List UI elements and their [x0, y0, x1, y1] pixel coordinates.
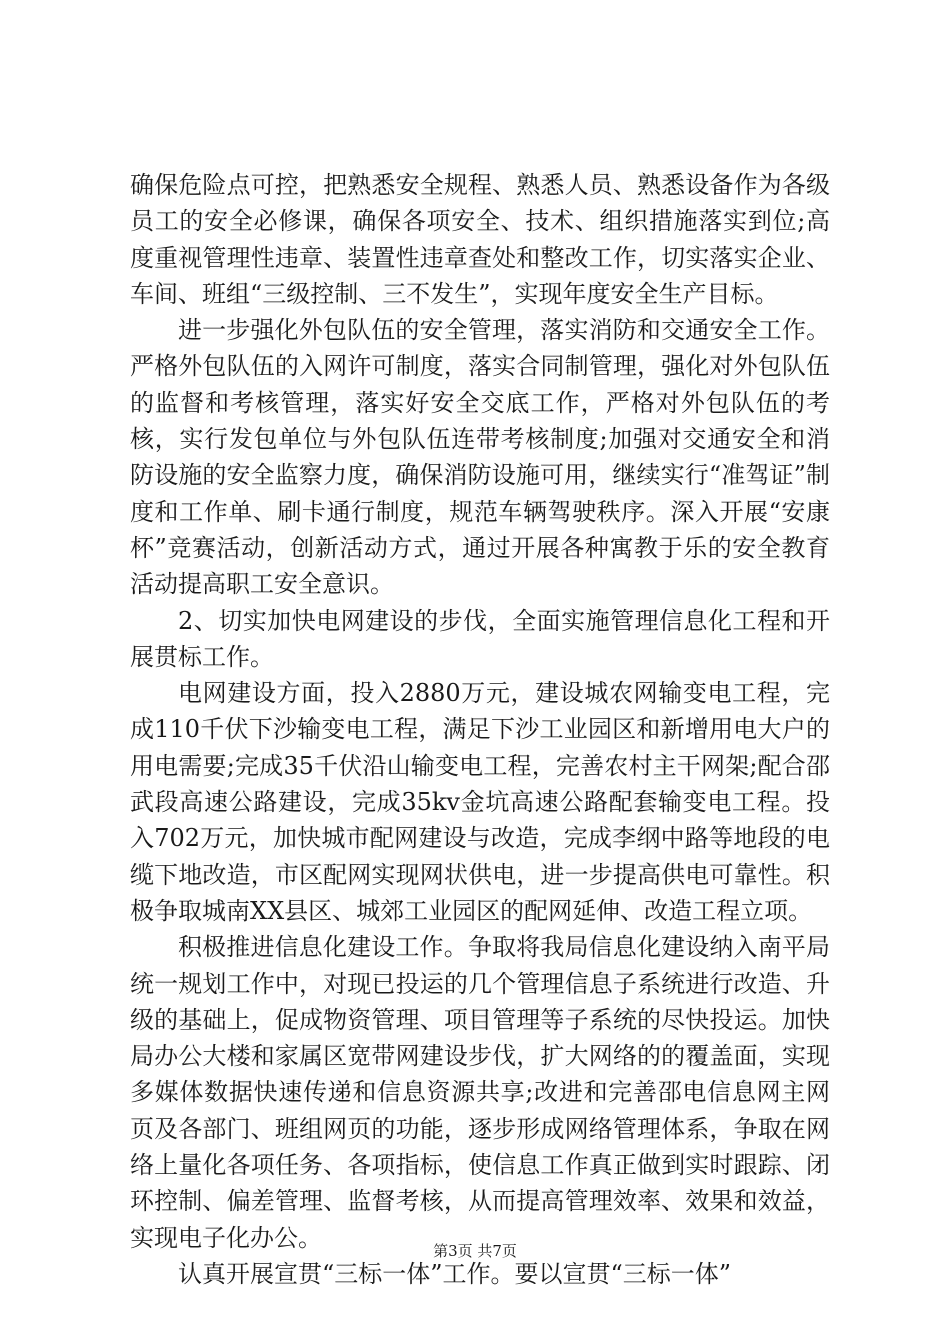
paragraph-continuation: 确保危险点可控，把熟悉安全规程、熟悉人员、熟悉设备作为各级员工的安全必修课，确保各项安全、技术、组织措施落实到位;高度重视管理性违章、装置性违章查处和整改工作，切实落实企业、车间、班组“三级控制、三不发生”，实现年度安全生产目标。: [130, 171, 830, 308]
paragraph-outsourcing-safety: 进一步强化外包队伍的安全管理，落实消防和交通安全工作。严格外包队伍的入网许可制度，落实合同制管理，强化对外包队伍的监督和考核管理，落实好安全交底工作，严格对外包队伍的考核，实行发包单位与外包队伍连带考核制度;加强对交通安全和消防设施的安全监察力度，确保消防设施可用，继续实行“准驾证”制度和工作单、刷卡通行制度，规范车辆驾驶秩序。深入开展“安康杯”竞赛活动，创新活动方式，通过开展各种寓教于乐的安全教育活动提高职工安全意识。: [130, 316, 830, 599]
paragraph-grid-construction: 电网建设方面，投入2880万元，建设城农网输变电工程，完成110千伏下沙输变电工程，满足下沙工业园区和新增用电大户的用电需要;完成35千伏沿山输变电工程，完善农村主干网架;配合邵武段高速公路建设，完成35kv金坑高速公路配套输变电工程。投入702万元，加快城市配网建设与改造，完成李纲中路等地段的电缆下地改造，市区配网实现网状供电，进一步提高供电可靠性。积极争取城南XX县区、城郊工业园区的配网延伸、改造工程立项。: [130, 679, 830, 925]
paragraph-section-heading: 2、切实加快电网建设的步伐，全面实施管理信息化工程和开展贯标工作。: [130, 606, 830, 671]
page-footer: 第3页 共7页: [433, 1242, 517, 1260]
body-text: [130, 167, 830, 1292]
paragraph-three-standards: 认真开展宣贯“三标一体”工作。要以宣贯“三标一体”: [178, 1259, 732, 1288]
paragraph-informatization: 积极推进信息化建设工作。争取将我局信息化建设纳入南平局统一规划工作中，对现已投运的几个管理信息子系统进行改造、升级的基础上，促成物资管理、项目管理等子系统的尽快投运。加快局办公大楼和家属区宽带网建设步伐，扩大网络的的覆盖面，实现多媒体数据快速传递和信息资源共享;改进和完善邵电信息网主网页及各部门、班组网页的功能，逐步形成网络管理体系，争取在网络上量化各项任务、各项指标，使信息工作真正做到实时跟踪、闭环控制、偏差管理、监督考核，从而提高管理效率、效果和效益，实现电子化办公。: [130, 933, 830, 1252]
